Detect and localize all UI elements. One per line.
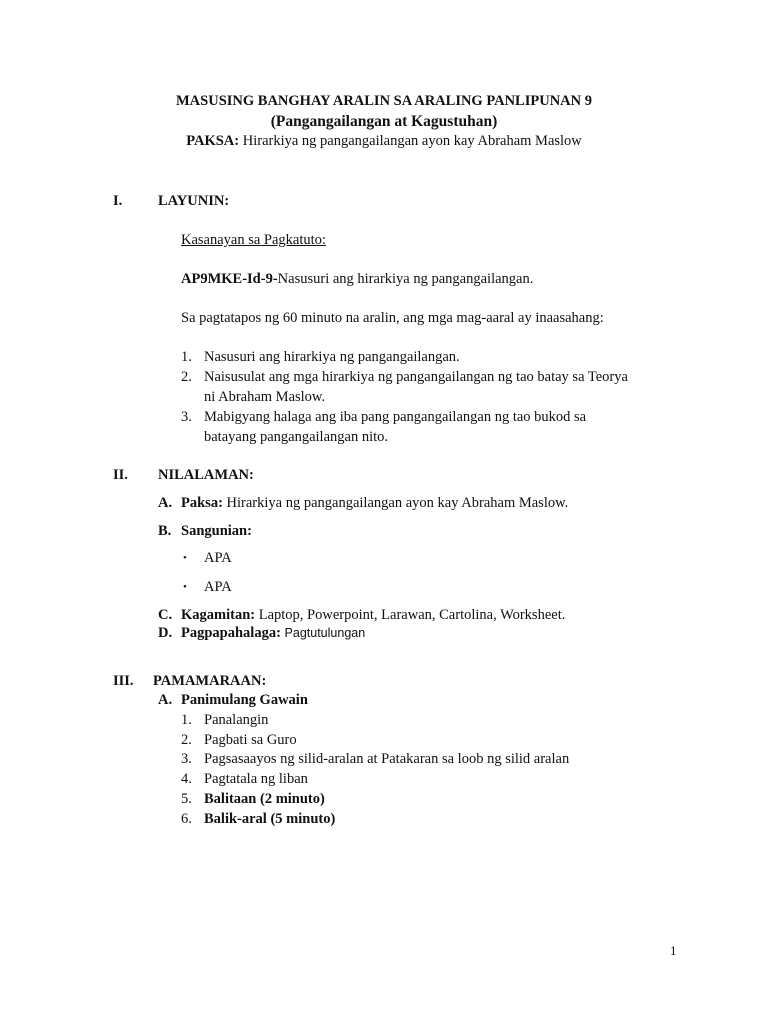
step-text: Balitaan (2 minuto)	[204, 791, 325, 807]
section-1-title: LAYUNIN:	[158, 193, 230, 209]
reference-item: APA	[204, 550, 232, 566]
item-letter: B.	[158, 523, 172, 539]
paksa-value: Hirarkiya ng pangangailangan ayon kay Abraham Maslow	[242, 133, 582, 149]
item-letter: A.	[158, 495, 173, 511]
item-label: Pagpapahalaga:	[181, 625, 281, 641]
section-1-number: I.	[113, 193, 123, 209]
subsection-letter: A.	[158, 692, 173, 708]
document-title: MASUSING BANGHAY ARALIN SA ARALING PANLIPUNAN 9	[176, 93, 592, 109]
skills-label: Kasanayan sa Pagkatuto:	[181, 232, 326, 248]
document-subtitle: (Pangangailangan at Kagustuhan)	[270, 113, 498, 130]
paksa-line	[0, 133, 768, 150]
step-number: 4.	[181, 771, 192, 787]
item-value: Laptop, Powerpoint, Larawan, Cartolina, Worksheet.	[258, 607, 566, 623]
subsection-title: Panimulang Gawain	[181, 692, 308, 708]
step-number: 2.	[181, 732, 192, 748]
section-2-title: NILALAMAN:	[158, 467, 254, 483]
objective-number: 2.	[181, 369, 192, 385]
step-number: 1.	[181, 712, 192, 728]
step-text: Pagsasaayos ng silid-aralan at Patakaran sa loob ng silid aralan	[204, 751, 570, 767]
step-text: Balik-aral (5 minuto)	[204, 811, 336, 827]
step-text: Pagbati sa Guro	[204, 732, 297, 748]
objective-text: Nasusuri ang hirarkiya ng pangangailangan.	[204, 349, 460, 365]
objective-number: 3.	[181, 409, 192, 425]
step-text: Panalangin	[204, 712, 269, 728]
item-paksa	[181, 495, 568, 512]
item-label: Kagamitan:	[181, 607, 256, 623]
objective-text: Naisusulat ang mga hirarkiya ng pangangailangan ng tao batay sa Teorya	[204, 369, 628, 385]
objectives-intro: Sa pagtatapos ng 60 minuto na aralin, ang mga mag-aaral ay inaasahang:	[181, 310, 604, 326]
item-letter: D.	[158, 625, 173, 641]
objective-number: 1.	[181, 349, 192, 365]
step-number: 3.	[181, 751, 192, 767]
section-3-title: PAMAMARAAN:	[153, 673, 267, 689]
item-kagamitan	[181, 607, 565, 624]
item-label: Paksa:	[181, 495, 223, 511]
item-letter: C.	[158, 607, 173, 623]
step-number: 5.	[181, 791, 192, 807]
item-label: Sangunian:	[181, 523, 252, 539]
item-value: Pagtutulungan	[284, 626, 366, 640]
bullet-icon: •	[183, 552, 187, 564]
competency-line	[181, 271, 533, 288]
objective-text: batayang pangangailangan nito.	[204, 429, 389, 445]
objective-text: Mabigyang halaga ang iba pang pangangailangan ng tao bukod sa	[204, 409, 587, 425]
competency-text: Nasusuri ang hirarkiya ng pangangailangan.	[277, 271, 534, 287]
competency-code: AP9MKE-Id-9-	[181, 271, 278, 287]
objective-text: ni Abraham Maslow.	[204, 389, 326, 405]
item-pagpapahalaga	[181, 625, 365, 642]
page-number: 1	[670, 943, 677, 958]
item-value: Hirarkiya ng pangangailangan ayon kay Abraham Maslow.	[222, 495, 569, 511]
step-text: Pagtatala ng liban	[204, 771, 308, 787]
step-number: 6.	[181, 811, 192, 827]
bullet-icon: •	[183, 581, 187, 593]
section-3-number: III.	[113, 673, 134, 689]
reference-item: APA	[204, 579, 232, 595]
section-2-number: II.	[113, 467, 128, 483]
paksa-label: PAKSA:	[186, 133, 240, 149]
